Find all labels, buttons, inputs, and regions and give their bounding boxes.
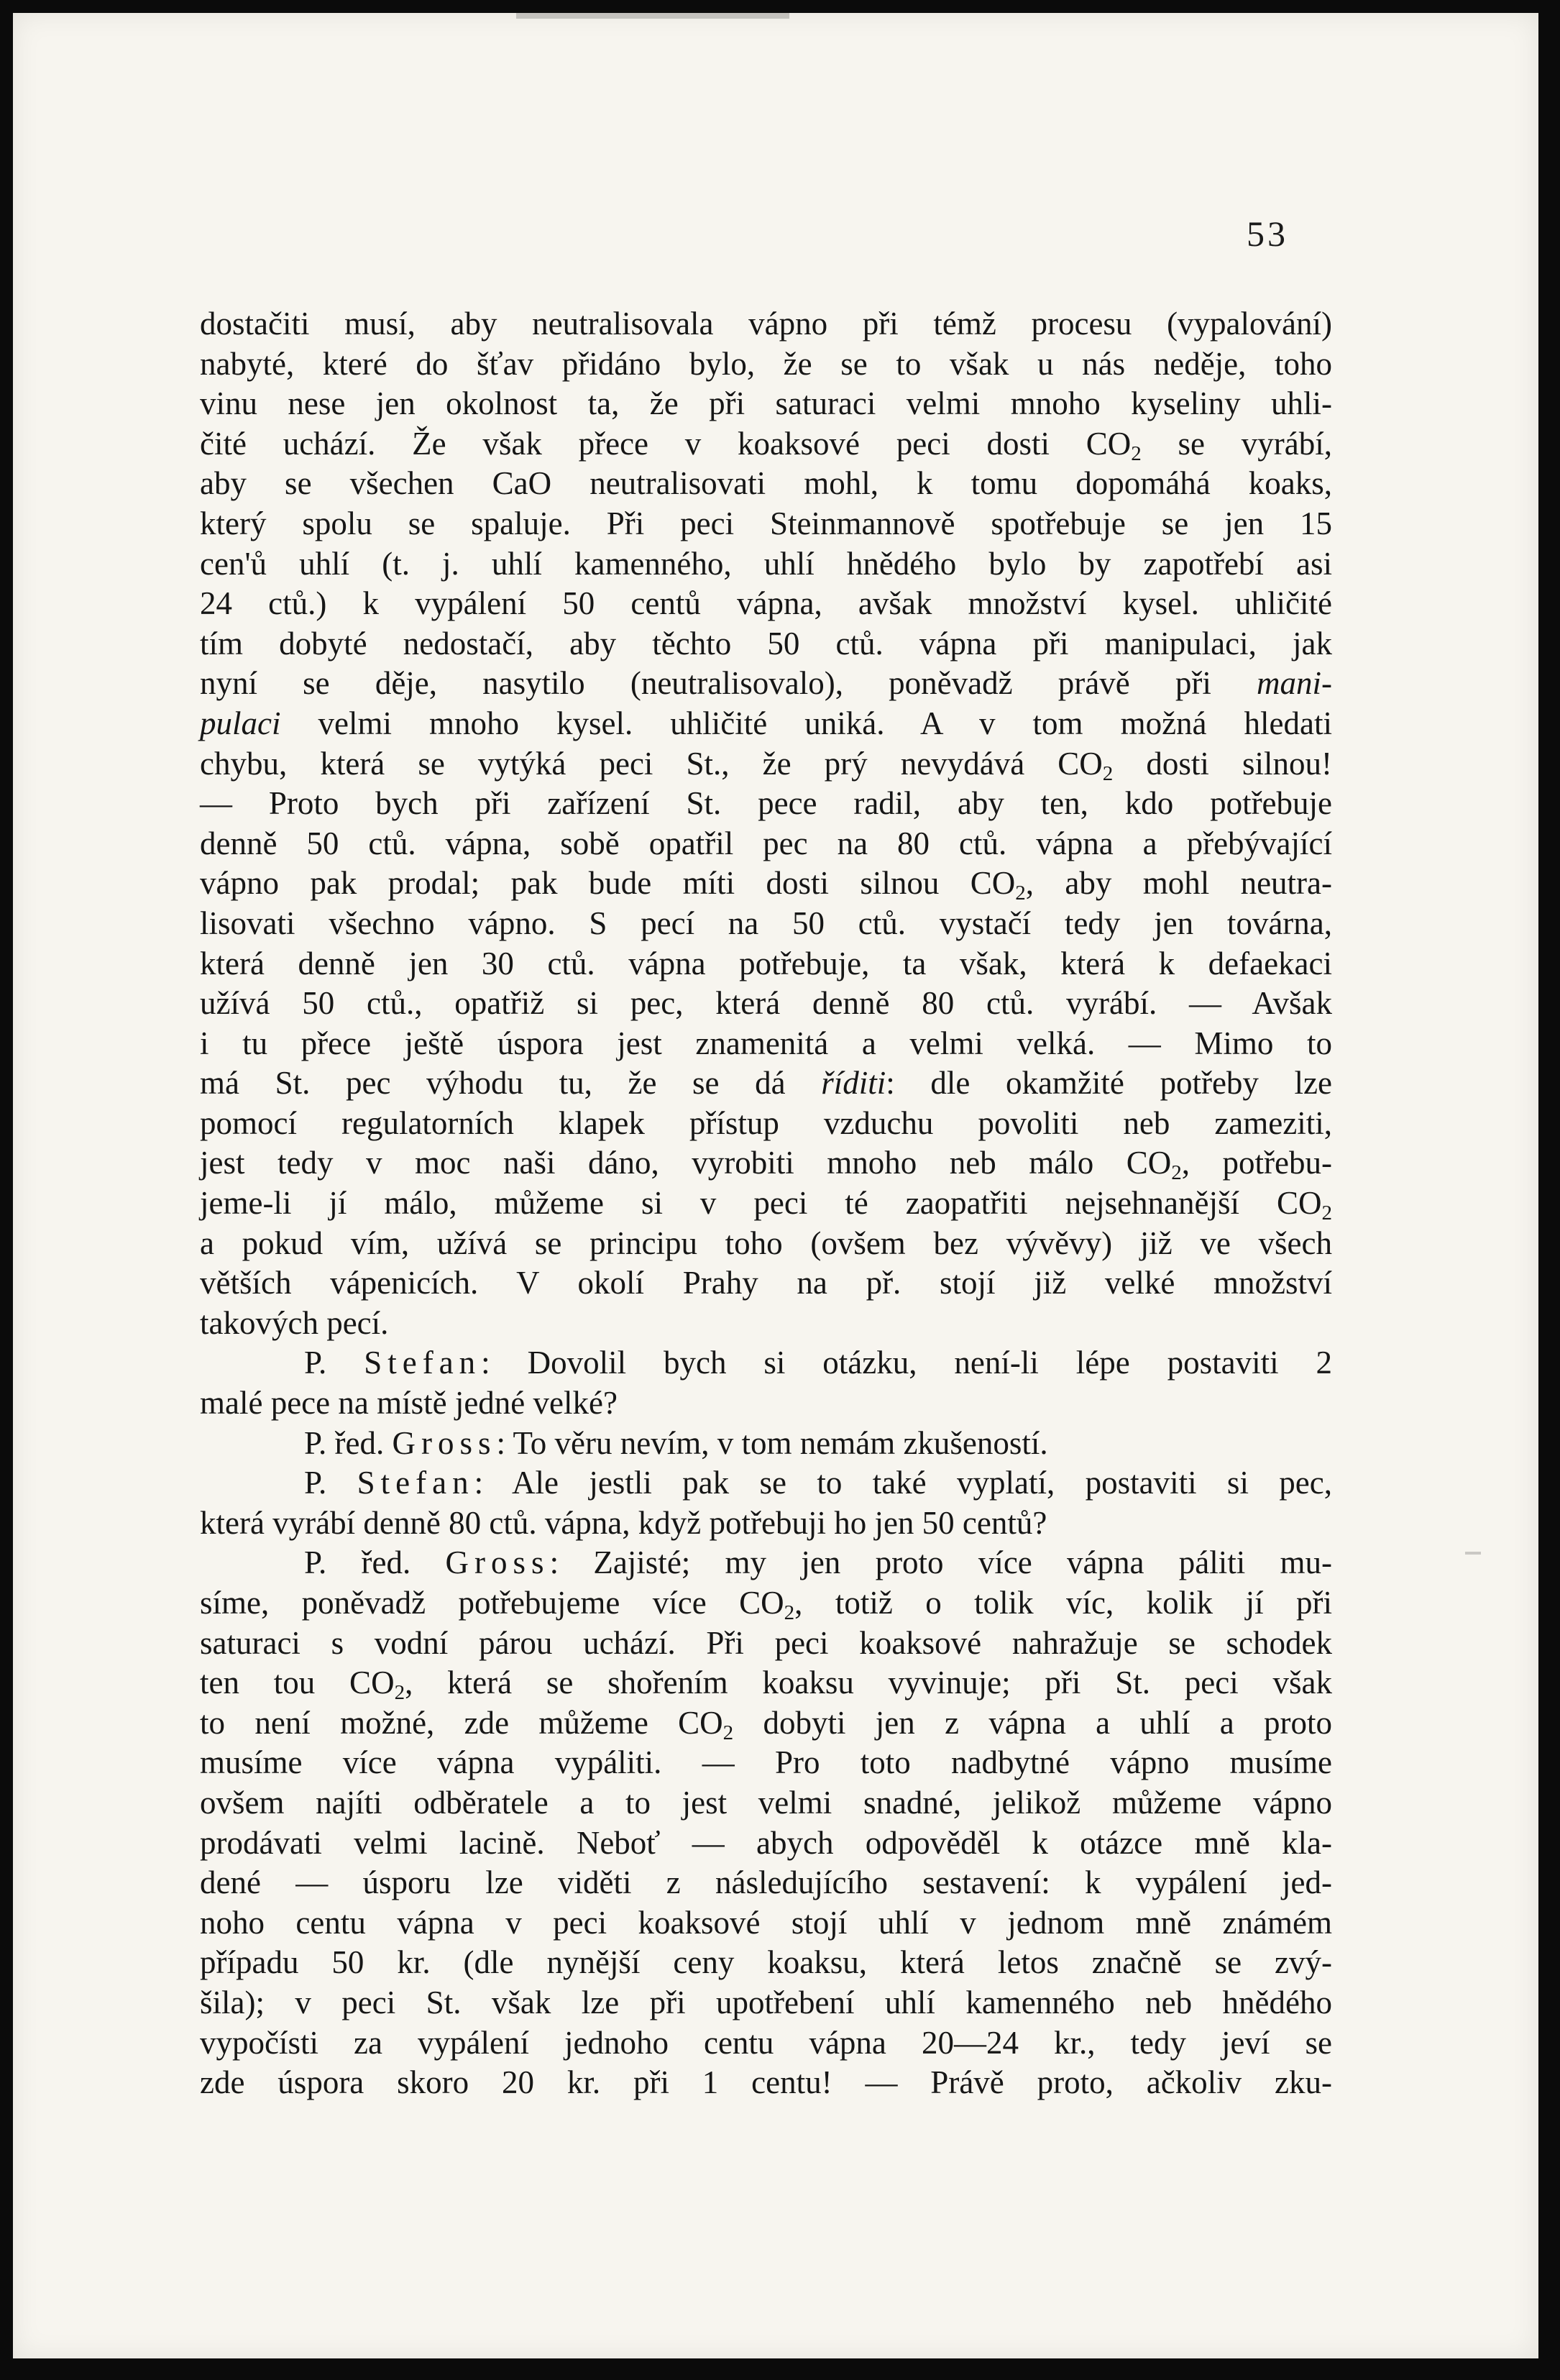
text-segment: zde úspora skoro 20 kr. při 1 centu! — Právě proto, ačkoliv zku-: [200, 2064, 1332, 2101]
text-segment: musíme více vápna vypáliti. — Pro toto nadbytné vápno musíme: [200, 1744, 1332, 1781]
text-segment: šila); v peci St. však lze při upotřebení uhlí kamenného neb hnědého: [200, 1984, 1332, 2020]
text-line: [200, 864, 1332, 904]
text-segment: síme, poněvadž potřebujeme více CO: [200, 1585, 784, 1621]
text-line: [200, 424, 1332, 464]
subscript: 2: [1171, 1161, 1182, 1185]
text-segment: čité uchází. Že však přece v koaksové peci dosti CO: [200, 425, 1132, 462]
text-line: [200, 824, 1332, 864]
text-segment: malé pece na místě jedné velké?: [200, 1385, 618, 1422]
text-segment: dené — úsporu lze viděti z následujícího sestavení: k vypálení jed-: [200, 1864, 1332, 1901]
text-segment: : dle okamžité potřeby lze: [886, 1065, 1332, 1102]
subscript: 2: [1131, 441, 1142, 465]
text-segment: to není možné, zde můžeme CO: [200, 1704, 723, 1741]
text-segment: dostačiti musí, aby neutralisovala vápno při témž procesu (vypalování): [200, 306, 1332, 342]
text-segment: případu 50 kr. (dle nynější ceny koaksu, která letos značně se zvý-: [200, 1944, 1332, 1981]
text-segment: — Proto bych při zařízení St. pece radil, aby ten, kdo potřebuje: [200, 785, 1332, 822]
text-segment: dobyti jen z vápna a uhlí a proto: [733, 1704, 1332, 1741]
speaker-name: Stefan: [364, 1345, 482, 1381]
text-segment: aby se všechen CaO neutralisovati mohl, k tomu dopomáhá koaks,: [200, 465, 1332, 502]
text-segment: ten tou CO: [200, 1665, 395, 1701]
text-segment: noho centu vápna v peci koaksové stojí uhlí v jednom mně známém: [200, 1904, 1332, 1941]
text-segment: dosti silnou!: [1113, 745, 1332, 782]
speaker-name: Gross: [445, 1544, 550, 1581]
text-segment: P.: [304, 1345, 364, 1381]
speaker-name: Stefan: [357, 1465, 474, 1501]
text-line: [200, 1143, 1332, 1184]
text-line: [200, 1624, 1332, 1664]
text-line: [200, 584, 1332, 624]
text-segment: chybu, která se vytýká peci St., že prý nevydává CO: [200, 745, 1103, 782]
text-line: [200, 1503, 1332, 1544]
text-segment: takových pecí.: [200, 1304, 389, 1341]
text-line: [200, 1663, 1332, 1703]
text-segment: cen'ů uhlí (t. j. uhlí kamenného, uhlí hnědého bylo by zapotřebí asi: [200, 545, 1332, 582]
text-segment: denně 50 ctů. vápna, sobě opatřil pec na 80 ctů. vápna a přebývající: [200, 825, 1332, 861]
text-line: [200, 1743, 1332, 1783]
text-segment: saturaci s vodní párou uchází. Při peci koaksové nahražuje se schodek: [200, 1624, 1332, 1661]
text-line: [200, 1463, 1332, 1503]
text-line: [200, 1304, 1332, 1344]
text-segment: tím dobyté nedostačí, aby těchto 50 ctů. vápna při manipulaci, jak: [200, 625, 1332, 662]
text-line: [200, 1943, 1332, 1983]
text-segment: , potřebu-: [1181, 1145, 1332, 1181]
text-line: [200, 904, 1332, 944]
subscript: 2: [1015, 882, 1026, 905]
scan-smudge-right: [1465, 1552, 1481, 1555]
italic-text: říditi: [821, 1065, 886, 1102]
text-line: [200, 344, 1332, 385]
text-segment: která vyrábí denně 80 ctů. vápna, když potřebuji ho jen 50 centů?: [200, 1504, 1047, 1541]
text-line: [200, 984, 1332, 1024]
speaker-name: Gross: [392, 1424, 497, 1461]
subscript: 2: [722, 1721, 734, 1744]
text-segment: , aby mohl neutra-: [1025, 865, 1332, 902]
subscript: 2: [394, 1681, 405, 1705]
text-segment: vinu nese jen okolnost ta, že při saturaci velmi mnoho kyseliny uhli-: [200, 385, 1332, 422]
page-number: 53: [1247, 214, 1288, 254]
text-segment: P.: [304, 1465, 357, 1501]
text-segment: P. řed.: [304, 1544, 446, 1581]
text-segment: se vyrábí,: [1141, 425, 1332, 462]
text-line: [200, 384, 1332, 424]
text-segment: větších vápenicích. V okolí Prahy na př. stojí již velké množství: [200, 1265, 1332, 1301]
text-segment: prodávati velmi lacině. Neboť — abych odpověděl k otázce mně kla-: [200, 1824, 1332, 1861]
text-line: [200, 1424, 1332, 1464]
text-line: [200, 1703, 1332, 1744]
text-segment: , totiž o tolik víc, kolik jí při: [794, 1585, 1332, 1621]
text-segment: pomocí regulatorních klapek přístup vzduchu povoliti neb zameziti,: [200, 1104, 1332, 1141]
text-segment: který spolu se spaluje. Při peci Steinmannově spotřebuje se jen 15: [200, 505, 1332, 541]
text-segment: lisovati všechno vápno. S pecí na 50 ctů. vystačí tedy jen továrna,: [200, 905, 1332, 941]
text-segment: jeme-li jí málo, můžeme si v peci té zaopatřiti nejsehnanější CO: [200, 1185, 1322, 1222]
text-line: [200, 544, 1332, 585]
text-segment: nabyté, které do šťav přidáno bylo, že se to však u nás neděje, toho: [200, 345, 1332, 382]
text-line: [200, 1783, 1332, 1823]
text-line: [200, 1903, 1332, 1944]
italic-text: pulaci: [200, 705, 281, 741]
text-segment: jest tedy v moc naši dáno, vyrobiti mnoho neb málo CO: [200, 1145, 1172, 1181]
subscript: 2: [1321, 1202, 1332, 1225]
text-line: [200, 1383, 1332, 1424]
text-line: [200, 944, 1332, 984]
text-line: [200, 1343, 1332, 1383]
text-line: [200, 1823, 1332, 1864]
text-segment: velmi mnoho kysel. uhličité uniká. A v tom možná hledati: [280, 705, 1332, 741]
text-line: [200, 1224, 1332, 1264]
text-segment: : Ale jestli pak se to také vyplatí, postaviti si pec,: [474, 1465, 1332, 1501]
text-segment: vápno pak prodal; pak bude míti dosti silnou CO: [200, 865, 1016, 902]
text-line: [200, 1104, 1332, 1144]
text-segment: : To věru nevím, v tom nemám zkušeností.: [496, 1424, 1048, 1461]
text-segment: nyní se děje, nasytilo (neutralisovalo), poněvadž právě při: [200, 665, 1257, 702]
text-segment: i tu přece ještě úspora jest znamenitá a velmi velká. — Mimo to: [200, 1025, 1332, 1061]
text-line: [200, 1024, 1332, 1064]
text-segment: 24 ctů.) k vypálení 50 centů vápna, avšak množství kysel. uhličité: [200, 585, 1332, 622]
text-line: [200, 1583, 1332, 1624]
text-line: [200, 1184, 1332, 1224]
text-line: [200, 664, 1332, 704]
subscript: 2: [784, 1601, 795, 1624]
text-segment: P. řed.: [304, 1424, 393, 1461]
text-line: [200, 624, 1332, 664]
text-segment: a pokud vím, užívá se principu toho (ovšem bez vývěvy) již ve všech: [200, 1225, 1332, 1261]
text-line: [200, 1863, 1332, 1903]
italic-text: mani-: [1257, 665, 1332, 702]
text-line: [200, 2023, 1332, 2064]
text-segment: ovšem najíti odběratele a to jest velmi snadné, jelikož můžeme vápno: [200, 1784, 1332, 1821]
subscript: 2: [1102, 761, 1114, 785]
text-line: [200, 1983, 1332, 2023]
text-line: [200, 504, 1332, 544]
text-segment: , která se shořením koaksu vyvinuje; při St. peci však: [405, 1665, 1332, 1701]
text-segment: : Dovolil bych si otázku, není-li lépe postaviti 2: [481, 1345, 1332, 1381]
text-line: [200, 304, 1332, 344]
text-line: [200, 1063, 1332, 1104]
text-line: [200, 704, 1332, 744]
text-segment: užívá 50 ctů., opatřiž si pec, která denně 80 ctů. vyrábí. — Avšak: [200, 985, 1332, 1022]
text-line: [200, 784, 1332, 824]
text-segment: : Zajisté; my jen proto více vápna páliti mu-: [549, 1544, 1333, 1581]
text-line: [200, 1263, 1332, 1304]
scan-smudge-top: [516, 13, 789, 19]
text-line: [200, 2063, 1332, 2103]
text-line: [200, 464, 1332, 504]
text-segment: vypočísti za vypálení jednoho centu vápna 20—24 kr., tedy jeví se: [200, 2024, 1332, 2061]
text-segment: která denně jen 30 ctů. vápna potřebuje, ta však, která k defaekaci: [200, 945, 1332, 981]
text-segment: má St. pec výhodu tu, že se dá: [200, 1065, 822, 1102]
scanned-page: [13, 13, 1538, 2358]
text-line: [200, 744, 1332, 784]
text-line: [200, 1543, 1332, 1583]
body-text: [200, 304, 1332, 2103]
